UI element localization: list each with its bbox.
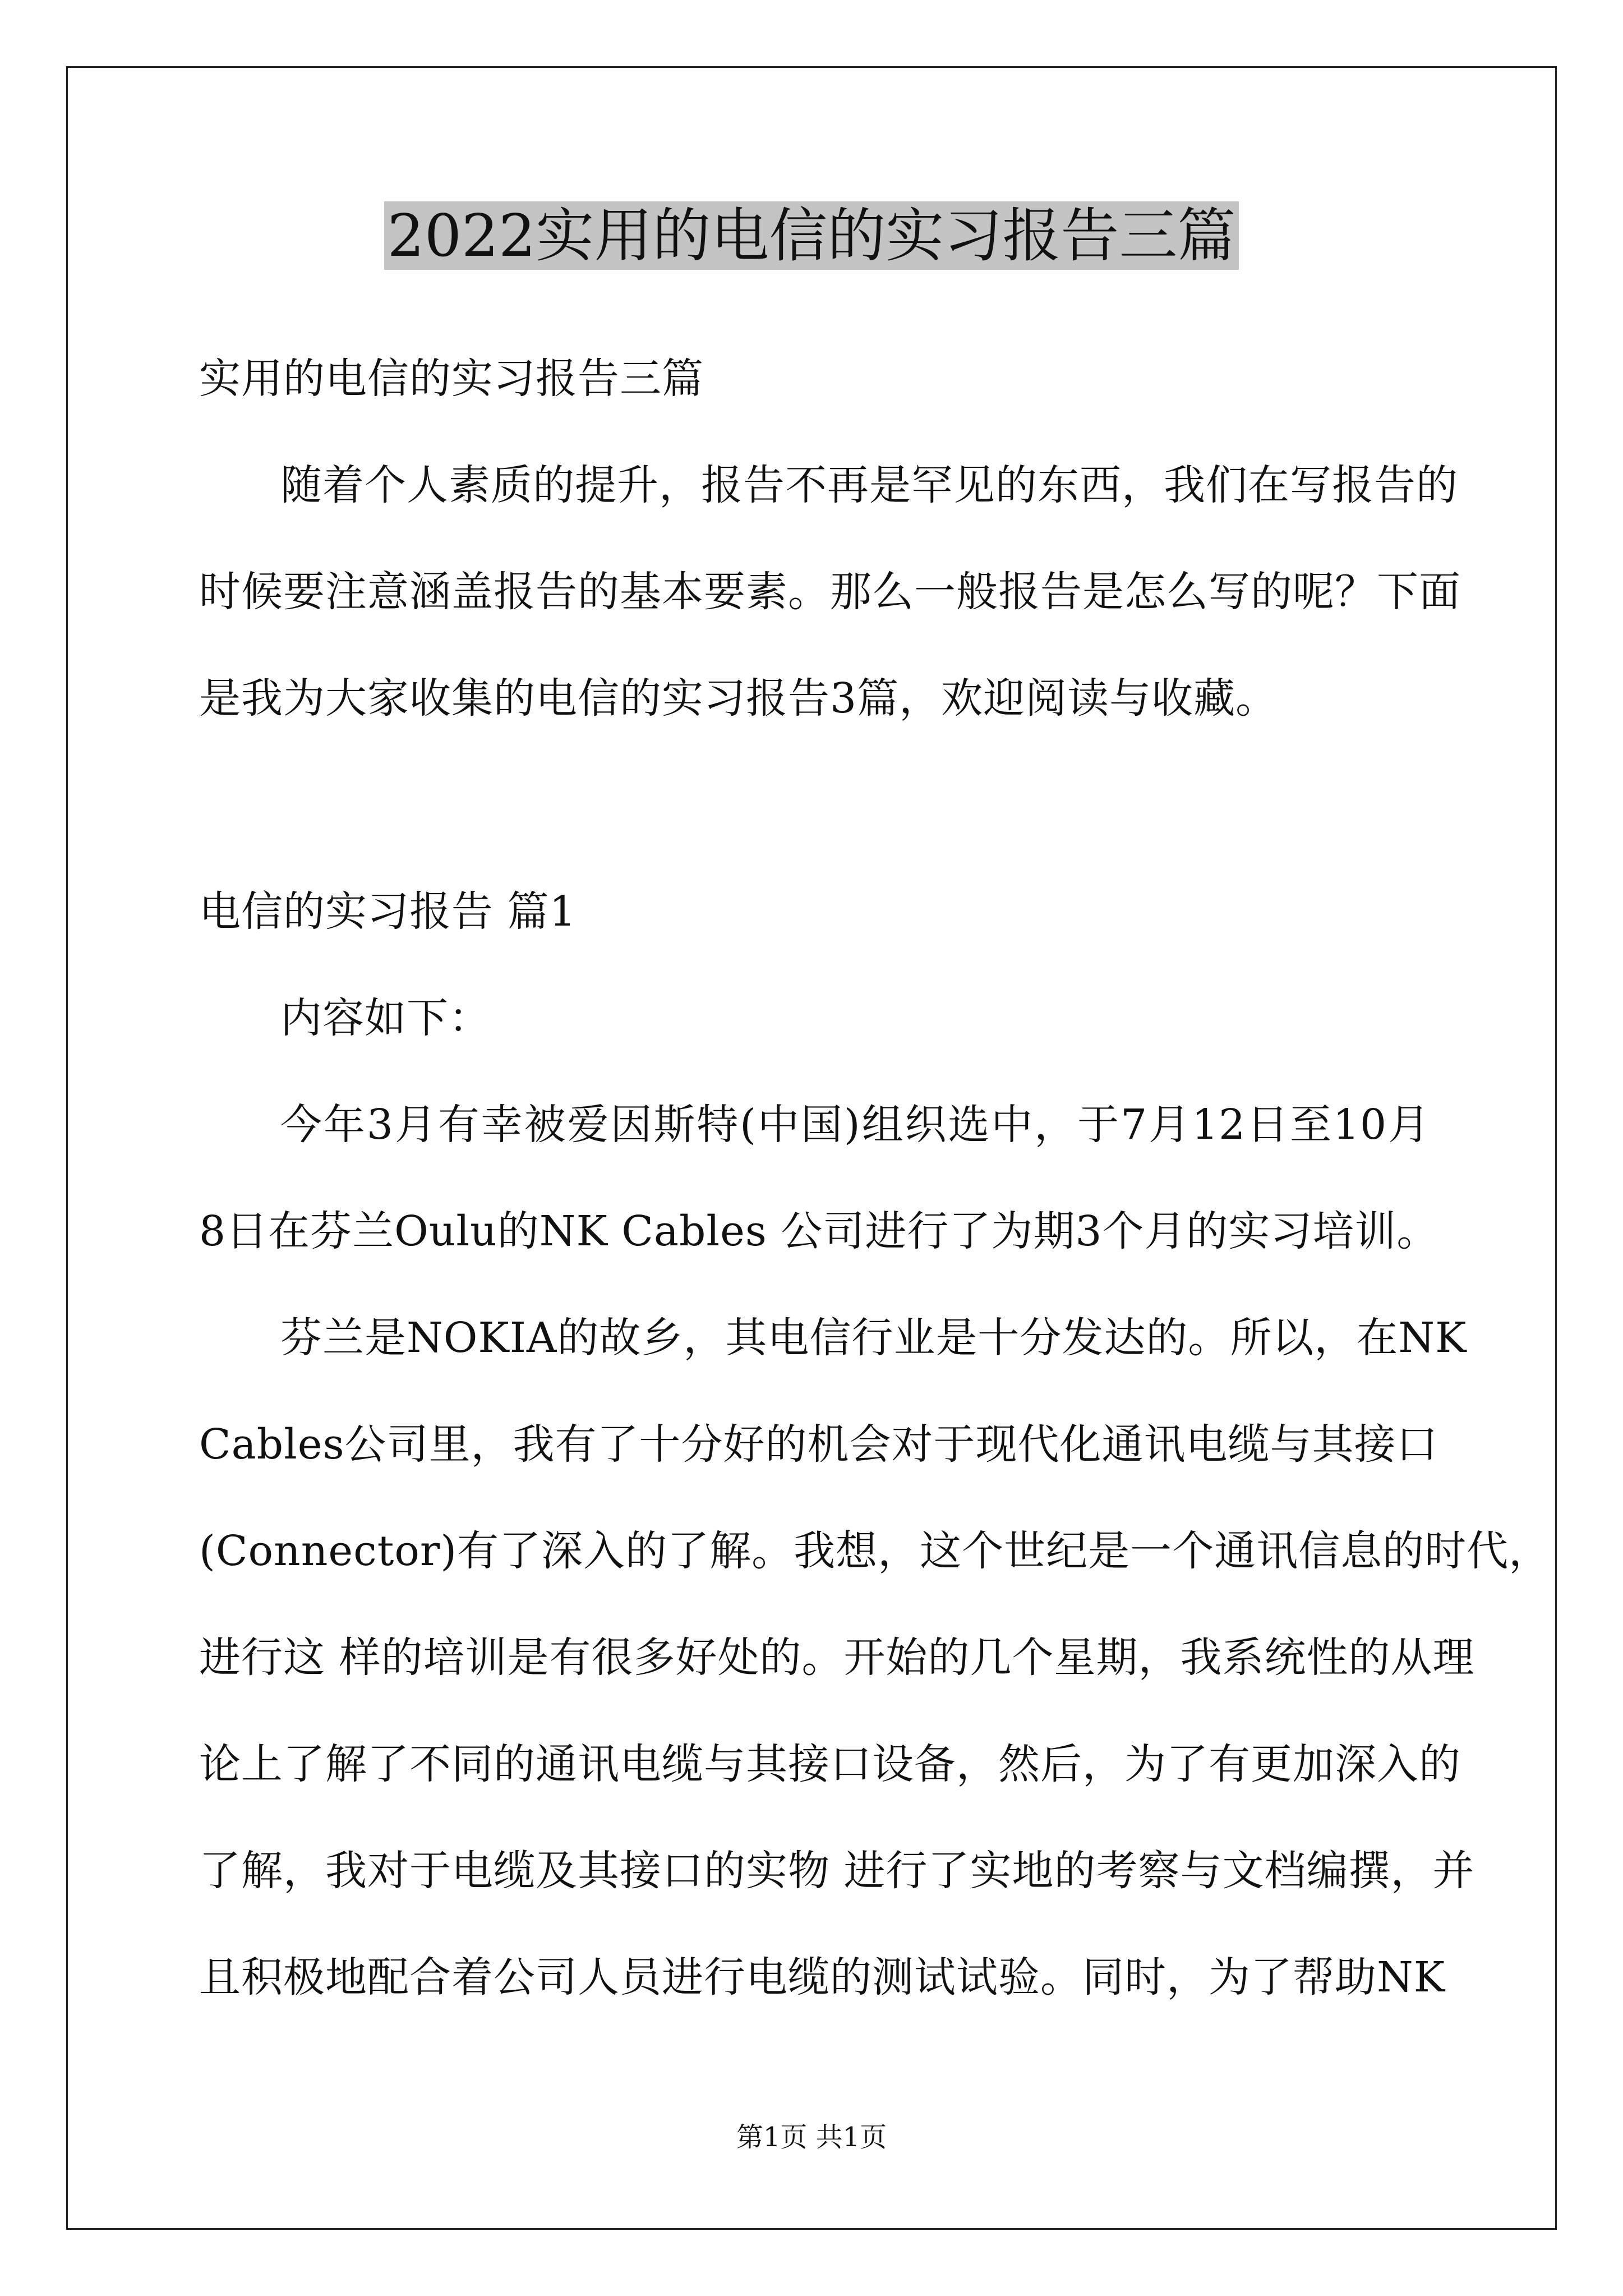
para2-line-4: 进行这 样的培训是有很多好处的。开始的几个星期，我系统性的从理 — [199, 1634, 1475, 1682]
para1-line-2: 8日在芬兰Oulu的NK Cables 公司进行了为期3个月的实习培训。 — [199, 1207, 1439, 1255]
document-title-text: 2022实用的电信的实习报告三篇 — [384, 201, 1239, 270]
document-title — [0, 196, 1623, 275]
para1-line-1: 今年3月有幸被爱因斯特(中国)组织选中，于7月12日至10月 — [280, 1101, 1430, 1149]
section-heading: 电信的实习报告 篇1 — [199, 887, 577, 936]
para2-line-1: 芬兰是NOKIA的故乡，其电信行业是十分发达的。所以，在NK — [280, 1314, 1467, 1362]
document-subtitle: 实用的电信的实习报告三篇 — [199, 355, 704, 403]
page-footer: 第1页 共1页 — [736, 2122, 887, 2153]
para2-line-2: Cables公司里，我有了十分好的机会对于现代化通讯电缆与其接口 — [199, 1420, 1438, 1469]
content-label: 内容如下： — [280, 994, 491, 1042]
intro-line-3: 是我为大家收集的电信的实习报告3篇，欢迎阅读与收藏。 — [199, 674, 1278, 723]
intro-line-2: 时候要注意涵盖报告的基本要素。那么一般报告是怎么写的呢？下面 — [199, 568, 1461, 616]
para2-line-5: 论上了解了不同的通讯电缆与其接口设备，然后，为了有更加深入的 — [199, 1740, 1461, 1788]
para2-line-7: 且积极地配合着公司人员进行电缆的测试试验。同时，为了帮助NK — [199, 1953, 1446, 2001]
para2-line-3: (Connector)有了深入的了解。我想，这个世纪是一个通讯信息的时代， — [199, 1527, 1551, 1575]
para2-line-6: 了解，我对于电缆及其接口的实物 进行了实地的考察与文档编撰，并 — [199, 1847, 1475, 1895]
intro-line-1: 随着个人素质的提升，报告不再是罕见的东西，我们在写报告的 — [280, 461, 1458, 509]
